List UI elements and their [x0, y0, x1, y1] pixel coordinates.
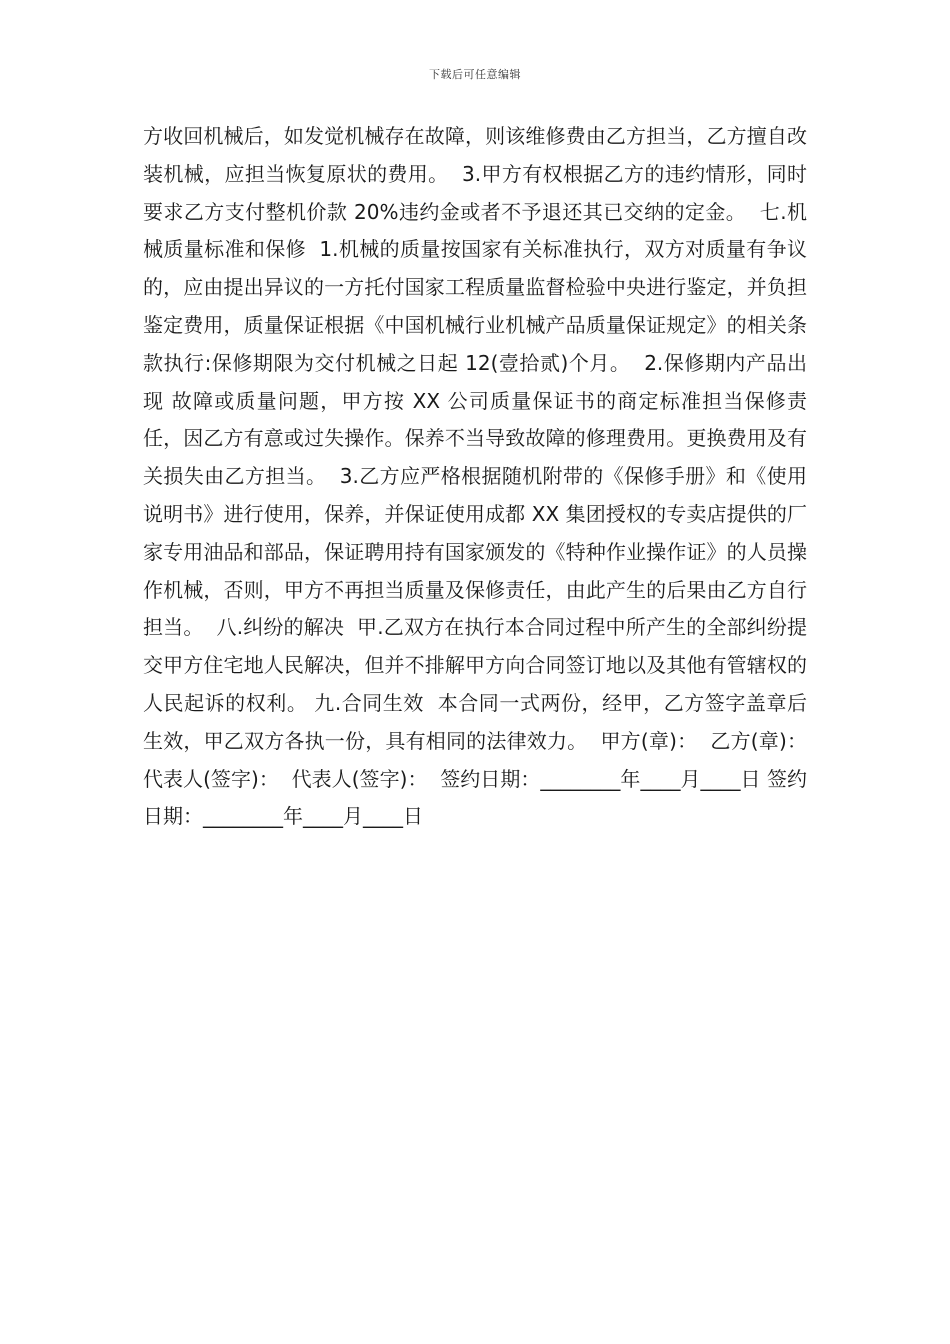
contract-body-text: 方收回机械后，如发觉机械存在故障，则该维修费由乙方担当，乙方擅自改装机械，应担当恢复原状的费用。 3.甲方有权根据乙方的违约情形，同时要求乙方支付整机价款 20%违约金或者不予退还其已交纳的定金。 七.机械质量标准和保修 1.机械的质量按国家有关标准执行，双方对质量有争议的，应由提出异议的一方托付国家工程质量监督检验中央进行鉴定，并负担鉴定费用，质量保证根据《中国机械行业机械产品质量保证规定》的相关条款执行:保修期限为交付机械之日起 12(壹拾贰)个月。 2.保修期内产品出现 故障或质量问题，甲方按 XX 公司质量保证书的商定标准担当保修责任，因乙方有意或过失操作。保养不当导致故障的修理费用。更换费用及有关损失由乙方担当。 3.乙方应严格根据随机附带的《保修手册》和《使用说明书》进行使用，保养，并保证使用成都 XX 集团授权的专卖店提供的厂家专用油品和部品，保证聘用持有国家颁发的《特种作业操作证》的人员操作机械，否则，甲方不再担当质量及保修责任，由此产生的后果由乙方自行担当。 八.纠纷的解决 甲.乙双方在执行本合同过程中所产生的全部纠纷提交甲方住宅地人民解决，但并不排解甲方向合同签订地以及其他有管辖权的人民起诉的权利。 九.合同生效 本合同一式两份，经甲，乙方签字盖章后生效，甲乙双方各执一份，具有相同的法律效力。 甲方(章)： 乙方(章)： 代表人(签字)： 代表人(签字)： 签约日期：________年____月____日 签约日期：________年____月____日	[143, 124, 820, 829]
header-note: 下载后可任意编辑	[429, 68, 521, 81]
